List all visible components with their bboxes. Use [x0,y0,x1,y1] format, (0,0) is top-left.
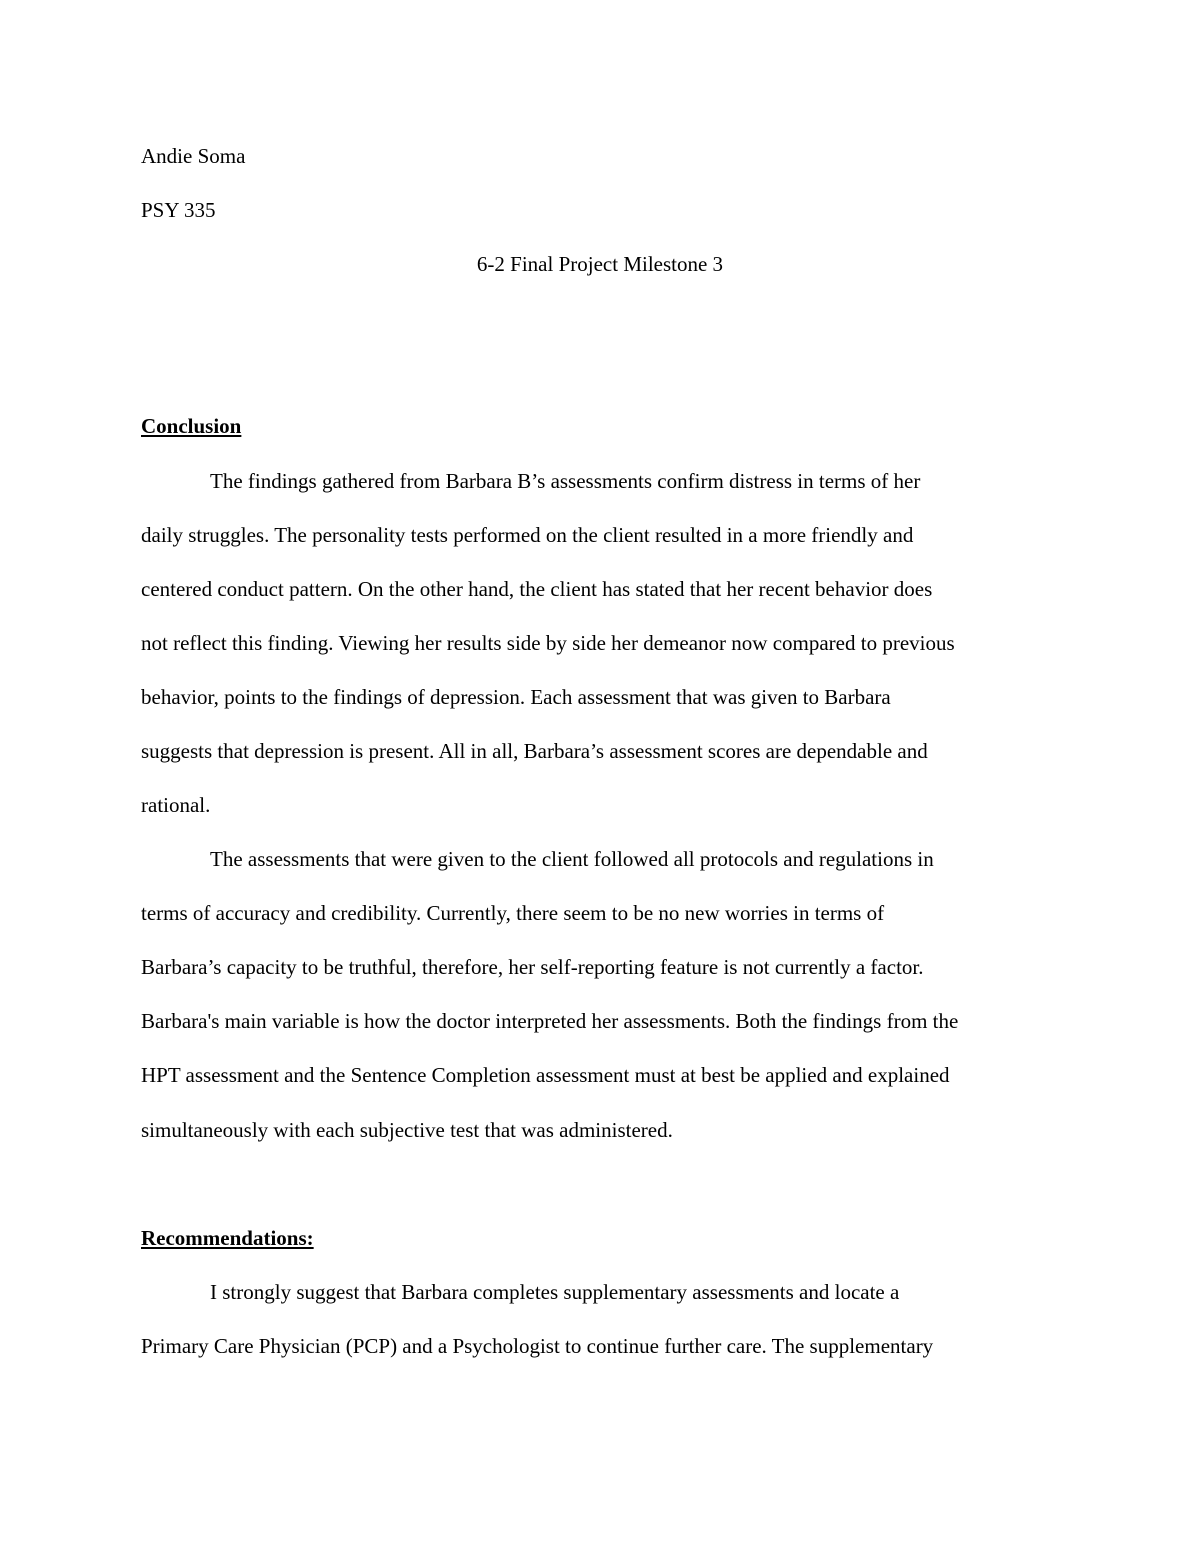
paragraph-line: The assessments that were given to the client followed all protocols and regulations in [210,847,934,871]
paragraph-line: not reflect this finding. Viewing her results side by side her demeanor now compared to previous [141,631,955,655]
paragraph-line: rational. [141,793,211,817]
paragraph-line: daily struggles. The personality tests performed on the client resulted in a more friendly and [141,523,914,547]
paragraph-line: HPT assessment and the Sentence Completion assessment must at best be applied and explained [141,1063,950,1087]
recommendations-heading: Recommendations: [141,1226,314,1250]
paragraph-line: simultaneously with each subjective test that was administered. [141,1118,673,1142]
document-title: 6-2 Final Project Milestone 3 [476,252,724,276]
paragraph-line: The findings gathered from Barbara B’s assessments confirm distress in terms of her [210,469,921,493]
paragraph-line: centered conduct pattern. On the other hand, the client has stated that her recent behavior does [141,577,933,601]
paragraph-line: suggests that depression is present. All in all, Barbara’s assessment scores are dependable and [141,739,928,763]
paragraph-line: behavior, points to the findings of depression. Each assessment that was given to Barbara [141,685,891,709]
paragraph-line: Barbara's main variable is how the doctor interpreted her assessments. Both the findings from the [141,1009,959,1033]
course-code: PSY 335 [141,198,216,222]
paragraph-line: Primary Care Physician (PCP) and a Psychologist to continue further care. The supplementary [141,1334,934,1358]
conclusion-heading: Conclusion [141,414,242,438]
author-name: Andie Soma [141,144,246,168]
paragraph-line: I strongly suggest that Barbara completes supplementary assessments and locate a [210,1280,900,1304]
paragraph-line: Barbara’s capacity to be truthful, therefore, her self-reporting feature is not currently a factor. [141,955,924,979]
paragraph-line: terms of accuracy and credibility. Currently, there seem to be no new worries in terms of [141,901,885,925]
